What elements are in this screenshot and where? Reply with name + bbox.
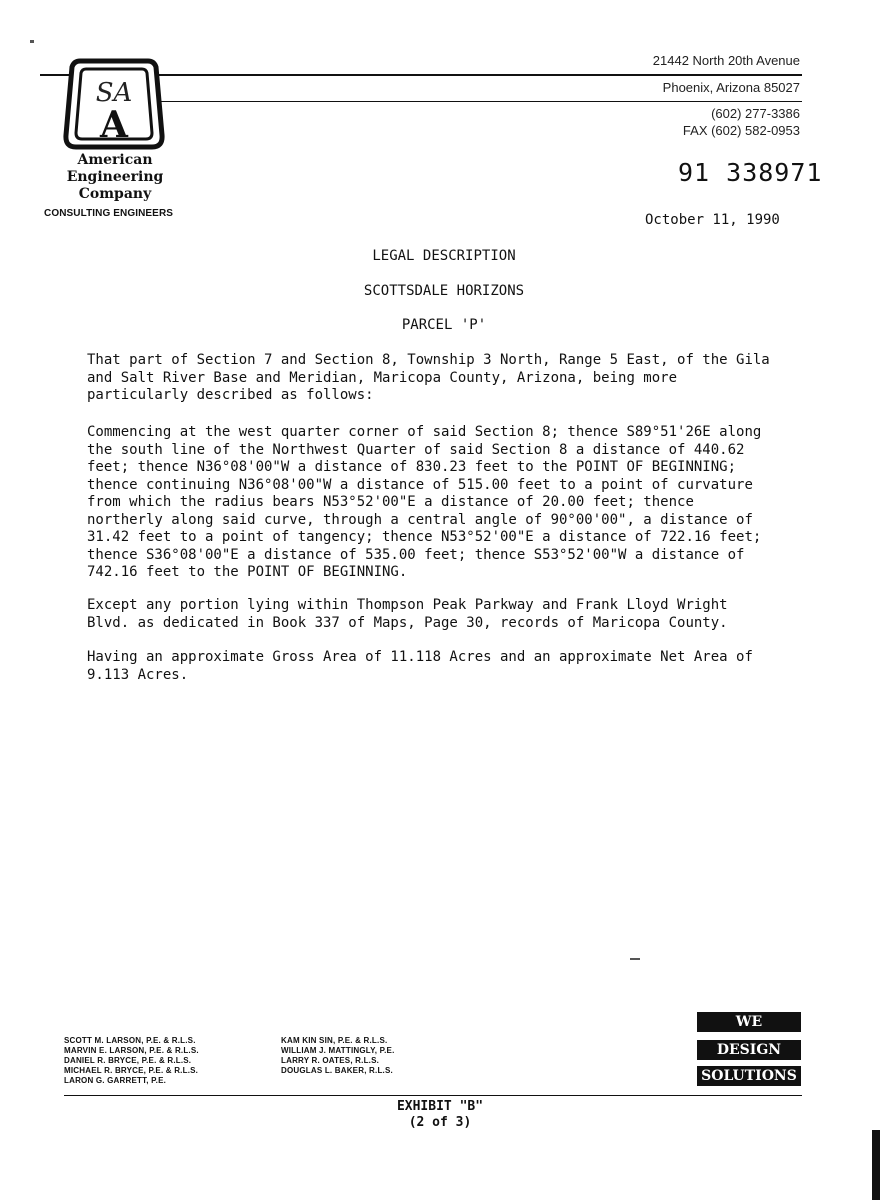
scan-speck — [30, 40, 34, 43]
project-name: SCOTTSDALE HORIZONS — [363, 283, 525, 299]
parcel-name: PARCEL 'P' — [401, 317, 487, 333]
document-date: October 11, 1990 — [645, 212, 780, 228]
slogan-solutions: SOLUTIONS — [697, 1066, 801, 1086]
footer-rule — [64, 1095, 802, 1096]
principal-name: DOUGLAS L. BAKER, R.L.S. — [281, 1066, 393, 1075]
phone-number: (602) 277-3386 — [711, 106, 800, 121]
address-line1: 21442 North 20th Avenue — [652, 53, 800, 68]
scan-speck — [630, 958, 640, 960]
paragraph-exception: Except any portion lying within Thompson Peak Parkway and Frank Lloyd Wright Blvd. as dedicated in Book 337 of Maps, Page 30, records of Maricopa County. — [87, 597, 728, 631]
scan-edge-bar — [872, 1130, 880, 1200]
principal-name: LARRY R. OATES, R.L.S. — [281, 1056, 380, 1065]
logo-letter: A — [100, 104, 128, 146]
document-title: LEGAL DESCRIPTION — [372, 248, 516, 264]
paragraph-intro: That part of Section 7 and Section 8, Township 3 North, Range 5 East, of the Gila and Salt River Base and Meridian, Maricopa County, Arizona, being more particularly described as follows: — [87, 352, 770, 403]
principal-name: KAM KIN SIN, P.E. & R.L.S. — [281, 1036, 388, 1045]
principal-name: WILLIAM J. MATTINGLY, P.E. — [281, 1046, 395, 1055]
exhibit-label: EXHIBIT "B" — [396, 1099, 484, 1114]
principal-name: SCOTT M. LARSON, P.E. & R.L.S. — [64, 1036, 196, 1045]
slogan-we: WE — [697, 1012, 801, 1032]
principal-name: LARON G. GARRETT, P.E. — [64, 1076, 167, 1085]
address-line2: Phoenix, Arizona 85027 — [662, 80, 800, 95]
company-name-line3: Company — [78, 186, 152, 202]
slogan-design: DESIGN — [697, 1040, 801, 1060]
paragraph-bearings: Commencing at the west quarter corner of said Section 8; thence S89°51'26E along the south line of the Northwest Quarter of said Section 8 a distance of 440.62 feet; thence N36°08'00"W a distance of 830.23 feet to the POINT OF BEGINNING; thence continuing N36°08'00"W a distance of 515.00 feet to a point of curvature from which the radius bears N53°52'00"E a distance of 20.00 feet; thence northerly along said curve, through a central angle of 90°00'00", a distance of 31.42 feet to a point of tangency; thence N53°52'00"E a distance of 722.16 feet; thence S36°08'00"E a distance of 535.00 feet; thence S53°52'00"W a distance of 742.16 feet to the POINT OF BEGINNING. — [87, 424, 762, 580]
principal-name: MARVIN E. LARSON, P.E. & R.L.S. — [64, 1046, 199, 1055]
company-name — [50, 152, 180, 203]
principal-name: DANIEL R. BRYCE, P.E. & R.L.S. — [64, 1056, 192, 1065]
company-tagline: CONSULTING ENGINEERS — [44, 208, 174, 219]
letterhead-second-rule — [150, 101, 802, 102]
company-logo — [62, 55, 166, 153]
principals-left — [64, 1036, 199, 1086]
page-indicator: (2 of 3) — [408, 1115, 472, 1130]
principal-name: MICHAEL R. BRYCE, P.E. & R.L.S. — [64, 1066, 199, 1075]
principals-right — [281, 1036, 395, 1076]
logo-monogram: SA — [95, 78, 133, 108]
document-number: 91 338971 — [678, 158, 823, 187]
company-name-line2: Engineering — [66, 169, 164, 185]
company-name-line1: American — [77, 152, 153, 168]
fax-number: FAX (602) 582-0953 — [682, 123, 800, 138]
paragraph-area: Having an approximate Gross Area of 11.118 Acres and an approximate Net Area of 9.113 Acres. — [87, 649, 753, 683]
